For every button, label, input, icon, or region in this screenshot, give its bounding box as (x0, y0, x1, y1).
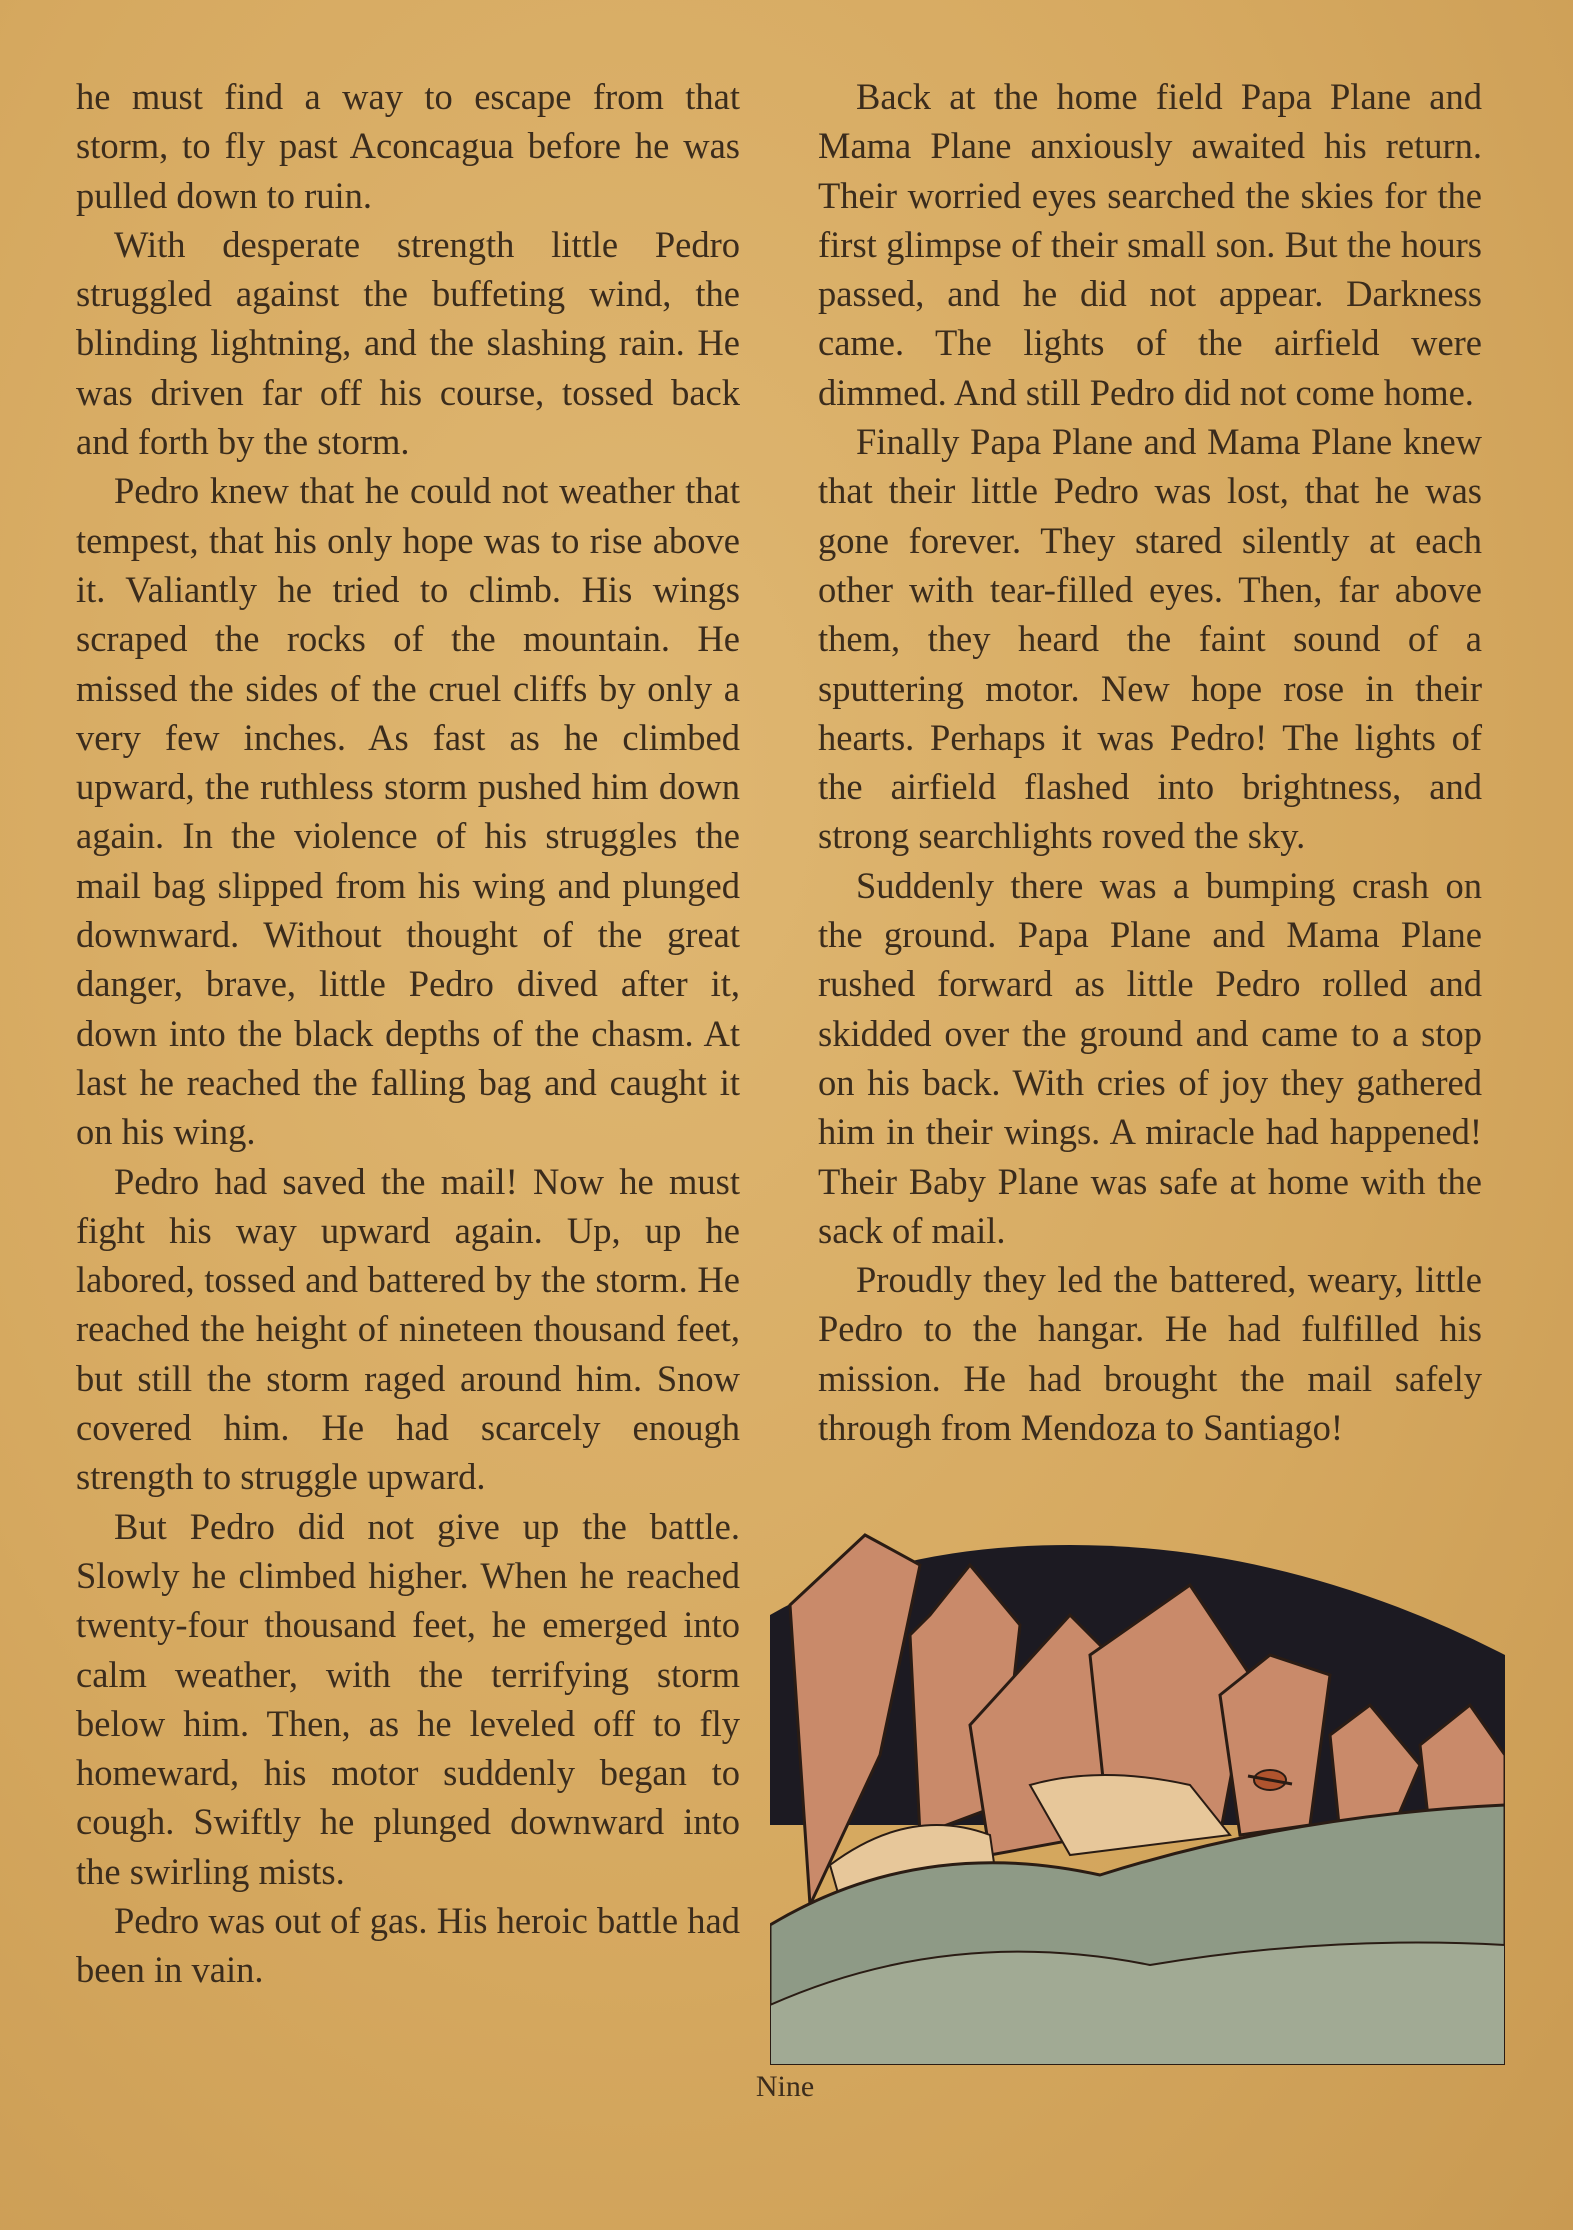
mountain-peak (1220, 1655, 1330, 1835)
paragraph: Proudly they led the battered, weary, little Pedro to the hangar. He had fulfilled his mission. He had brought the mail safely through from Mendoza to Santiago! (818, 1259, 1482, 1449)
paragraph: Back at the home field Papa Plane and Mama Plane anxiously awaited his return. Their worried eyes searched the skies for the first glimpse of their small son. But the hours passed, and he did not appear. Darkness came. The lights of the airfield were dimmed. And still Pedro did not come home. (818, 76, 1482, 413)
paragraph: Pedro was out of gas. His heroic battle had been in vain. (76, 1899, 740, 1991)
mountain-illustration (770, 1505, 1505, 2065)
left-text-column (76, 72, 740, 1995)
paragraph: But Pedro did not give up the battle. Slowly he climbed higher. When he reached twenty-four thousand feet, he emerged into calm weather, with the terrifying storm below him. Then, as he leveled off to fly homeward, his motor suddenly began to cough. Swiftly he plunged downward into the swirling mists. (76, 1505, 740, 1892)
paragraph: With desperate strength little Pedro struggled against the buffeting wind, the blinding lightning, and the slashing rain. He was driven far off his course, tossed back and forth by the storm. (76, 223, 740, 463)
page-number: Nine (755, 2070, 815, 2103)
paragraph: Suddenly there was a bumping crash on the ground. Papa Plane and Mama Plane rushed forward as little Pedro rolled and skidded over the ground and came to a stop on his back. With cries of joy they gathered him in their wings. A miracle had happened! Their Baby Plane was safe at home with the sack of mail. (818, 864, 1482, 1251)
paragraph: Finally Papa Plane and Mama Plane knew that their little Pedro was lost, that he was gone forever. They stared silently at each other with tear-filled eyes. Then, far above them, they heard the faint sound of a sputtering motor. New hope rose in their hearts. Perhaps it was Pedro! The lights of the airfield flashed into brightness, and strong searchlights roved the sky. (818, 421, 1482, 857)
right-text-column (818, 72, 1482, 1452)
paragraph: Pedro knew that he could not weather that tempest, that his only hope was to rise above it. Valiantly he tried to climb. His wings scraped the rocks of the mountain. He missed the sides of the cruel cliffs by only a very few inches. As fast as he climbed upward, the ruthless storm pushed him down again. In the violence of his struggles the mail bag slipped from his wing and plunged downward. Without thought of the great danger, brave, little Pedro dived after it, down into the black depths of the chasm. At last he reached the falling bag and caught it on his wing. (76, 470, 740, 1153)
paragraph: Pedro had saved the mail! Now he must fight his way upward again. Up, up he labored, tossed and battered by the storm. He reached the height of nineteen thousand feet, but still the storm raged around him. Snow covered him. He had scarcely enough strength to struggle upward. (76, 1160, 740, 1498)
paragraph: he must find a way to escape from that storm, to fly past Aconcagua before he was pulled down to ruin. (76, 76, 740, 216)
